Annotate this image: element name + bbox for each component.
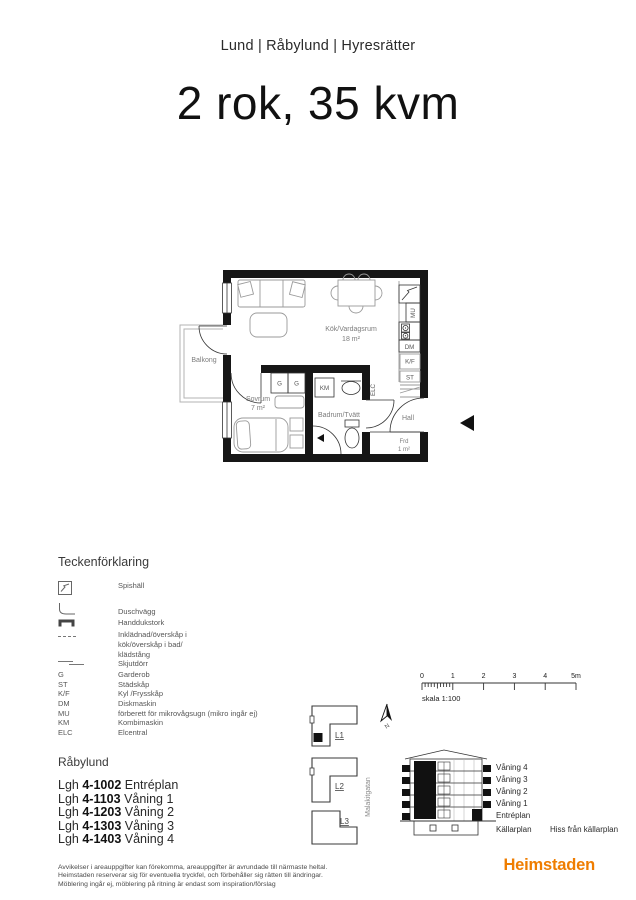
basement [414,821,478,835]
legend-key: ST [58,679,68,689]
breadcrumb: Lund | Råbylund | Hyresrätter [220,38,416,54]
toilet [345,420,359,448]
bedroom-area: 7 m² [251,405,265,412]
apartment-row [58,833,278,847]
heimstaden-logo: Heimstaden [503,856,595,874]
legend-label: Diskmaskin [118,699,157,709]
apartment-row [58,793,278,807]
apartment-prefix: Lgh [58,818,79,833]
apartment-number: 4-1203 [82,805,122,820]
site-plan [300,694,405,859]
fridge-label: K/F [405,358,415,366]
legend-label: Kombimaskin [118,718,164,728]
north-arrow-icon [381,704,392,731]
entrance-arrow-icon [460,415,474,431]
apartment-floor: Entréplan [124,778,179,792]
bed [234,418,303,452]
facade-lines [454,759,474,821]
legend-key: K/F [58,689,70,699]
floor-label: Våning 4 [496,763,528,772]
legend-row [58,659,328,670]
apartment-location-marker [314,733,323,742]
legend-row [58,699,328,709]
legend-label: förberett för mikrovågsugn (mikro ingår ej) [118,708,258,718]
legend-heading: Teckenförklaring [58,555,150,569]
street-label: Malakitgatan [365,777,372,817]
hall-label: Hall [401,415,415,422]
scale-tick-label: 2 [481,673,486,680]
floor-label: Våning 2 [496,787,528,796]
building-l2 [312,758,357,802]
apartment-number: 4-1303 [82,818,122,833]
storage-label: Frd [399,439,409,445]
lift-note: Hiss från källarplan [550,825,619,834]
legend [58,555,328,738]
legend-label: Handdukstork [118,618,165,628]
legend-label: Spishäll [118,581,145,590]
legend-row [58,718,328,728]
dishwasher-label: DM [404,344,415,351]
legend-label: Duschvägg [118,606,156,616]
scale-bar-ticks [422,683,576,690]
apartment-floor: Våning 1 [124,791,174,806]
legend-key: ELC [58,728,73,738]
apartment-prefix: Lgh [58,805,79,820]
apartment-row [58,779,278,793]
apartment-list-heading: Råbylund [58,755,109,769]
elcentral-label: ELC [370,383,377,397]
wardrobe-label: G [277,380,282,388]
roof [405,750,487,759]
balcony-door [199,326,227,354]
apartment-number: 4-1002 [82,778,122,792]
apartment-prefix: Lgh [58,791,79,806]
shower-wall-icon [58,603,75,616]
scale-label: skala 1:100 [422,694,461,703]
scale-tick-label: 1 [450,673,455,680]
scale-bar-svg [416,668,591,706]
legend-label: Skjutdörr [118,659,149,669]
apartment-list [58,755,278,847]
apartment-floor: Våning 4 [124,832,175,847]
bathroom-door [366,400,394,428]
disclaimer-line: Avvikelser i areauppgifter kan förekomma, areauppgifter är avrundade till närmaste heltal. [58,864,328,871]
floor-label: Entréplan [496,811,531,820]
building-l1-label: L1 [335,731,344,740]
apartment-row [58,820,278,834]
legend-row [58,581,328,598]
legend-row [58,689,328,699]
legend-key: KM [58,718,70,728]
dining-table [331,274,382,313]
cleaning-label: ST [406,374,414,382]
stove-icon [58,581,72,595]
floor-label: Källarplan [496,825,532,834]
bathroom-label: Badrum/Tvätt [317,412,361,419]
sofa [238,280,306,307]
kitchen-living-label: Kök/Vardagsrum [325,326,377,333]
dashed-line-icon [58,636,76,637]
legend-row [58,670,328,680]
stove-symbol [399,285,420,303]
building-l3 [312,811,357,844]
apartment-floor: Våning 2 [124,805,175,820]
building-section [400,745,635,845]
legend-row [58,607,328,619]
sliding-door-arrow-icon [317,434,324,442]
apartment-number: 4-1403 [82,832,122,847]
svg-text:N: N [384,723,392,731]
legend-row [58,728,328,738]
legend-key: DM [58,699,70,709]
page-title: 2 rok, 35 kvm [176,77,460,129]
building-section-svg [400,745,635,845]
balcony-label: Balkong [191,357,217,364]
legend-row [58,709,328,719]
legend-key: MU [58,708,70,718]
section-windows [438,762,450,818]
disclaimer-line: Möblering ingår ej, möblering på ritning är endast som inspiration/förslag [58,880,276,888]
floorplan-drawing [166,250,476,485]
legend-label: Kyl /Frysskåp [118,689,164,699]
apartment-stack-marker [414,761,436,819]
legend-label: Elcentral [118,728,148,738]
floor-label: Våning 3 [496,775,528,784]
legend-row [58,630,328,659]
scale-bar [416,668,591,706]
wardrobes [271,373,305,408]
legend-row [58,618,328,630]
legend-label: Inklädnad/överskåp i kök/överskåp i bad/ klädstång [118,630,187,659]
scale-tick-label: 0 [420,673,424,680]
scale-tick-label: 5m [571,673,581,680]
disclaimer-line: Heimstaden reserverar sig för eventuella tryckfel, och förbehåller sig rätten till ändringar. [58,872,323,880]
apartment-prefix: Lgh [58,778,79,792]
washer-label: KM [319,385,330,392]
wardrobe-label: G [294,380,299,388]
coffee-table [250,313,287,337]
towel-dryer-icon [58,618,75,627]
building-l3-label: L3 [340,817,349,826]
apartment-prefix: Lgh [58,832,79,847]
site-plan-svg [300,694,405,859]
scale-tick-label: 4 [543,673,548,680]
bathroom-sink [341,381,361,395]
building-l2-label: L2 [335,782,344,791]
scale-tick-label: 3 [512,673,517,680]
storage-area: 1 m² [398,447,410,453]
micro-label: MU [410,308,417,318]
apartment-floor: Våning 3 [124,818,175,833]
sliding-door-icon [58,659,84,667]
floorplan-svg [166,250,476,485]
shower-wall [313,426,341,454]
bedroom-label: Sovrum [245,396,271,403]
apartment-number: 4-1103 [82,791,121,806]
kitchen-living-area: 18 m² [342,336,360,343]
disclaimer [58,864,478,889]
legend-label: Städskåp [118,679,150,689]
apartment-row [58,806,278,820]
legend-label: Garderob [118,669,150,679]
legend-key: G [58,669,64,679]
building-l1-entrance [310,716,314,723]
legend-row [58,680,328,690]
floor-label: Våning 1 [496,799,528,808]
building-l2-entrance [310,768,314,775]
